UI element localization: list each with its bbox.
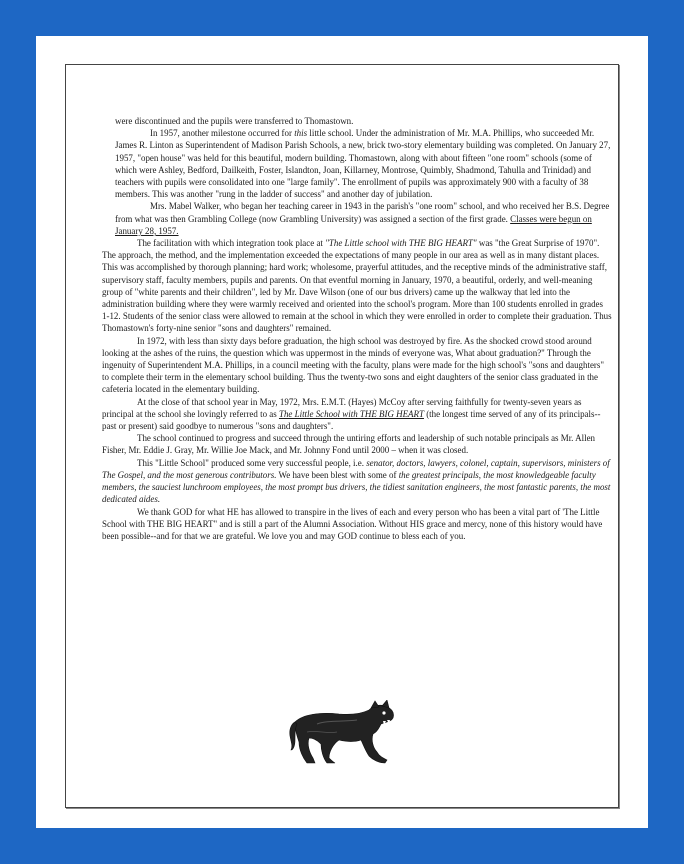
school-motto-underlined: The Little School with THE BIG HEART [278, 408, 424, 419]
school-motto: "The Little school with THE BIG HEART" [325, 238, 477, 249]
paragraph-9: We thank GOD for what HE has allowed to transpire in the lives of each and every person who has been a vital part of 'The Little School with THE BIG HEART" and is still a part of the Alumni Association. Without HIS grace and mercy, none of this history would have been possible--and for that we are grateful. We love you and may GOD continue to bless each of you. [102, 506, 603, 541]
classes-begun-date: Classes were begun on January 28, 1957. [115, 213, 592, 236]
paragraph-2: In 1957, another milestone occurred for this little school. Under the administration of Mr. M.A. Phillips, who succeeded Mr. James R. Linton as Superintendent of Madison Parish Schools, a new, brick two-story elementary building was completed. On January 27, 1957, "open house" was held for this beautiful, modern building. Thomastown, along with about fifteen "one room" schools (some of which were Ashley, Bedford, Dailkeith, Foster, Islandton, Joan, Killarney, Montrose, Quimbly, Shadmond, Tahulla and Trinidad) and teachers with pupils were consolidated into one "large family". The enrollment of pupils was approximately 900 with a faculty of 38 members. This was another "rung in the ladder of success" and another day of jubilation. [115, 128, 611, 200]
paragraph-6: At the close of that school year in May, 1972, Mrs. E.M.T. (Hayes) McCoy after serving faithfully for twenty-seven years as principal at the school she lovingly referred to as The Little School with THE BIG HEART (the longest time served of any of its principals--past or present) said goodbye to numerous "sons and daughters". [102, 396, 601, 432]
paragraph-1: were discontinued and the pupils were transferred to Thomastown. [115, 116, 354, 126]
paragraph-7: The school continued to progress and succeed through the untiring efforts and leadership of such notable principals as Mr. Allen Fisher, Mr. Eddie J. Gray, Mr. Willie Joe Mack, and Mr. Johnny Fond until 2000 – when it was closed. [102, 433, 596, 456]
document-body [102, 115, 612, 542]
document-page [36, 36, 648, 828]
paragraph-8: This "Little School" produced some very successful people, i.e. senator, doctors, lawyers, colonel, captain, supervisors, ministers of The Gospel, and the most generous contributors. We have been blest with some of the greatest principals, the most knowledgeable faculty members, the sauciest lunchroom employees, the most prompt bus drivers, the tidiest sanitation engineers, the most fantastic parents, the most dedicated aides. [102, 457, 611, 505]
paragraph-4: The facilitation with which integration took place at "The Little school with THE BIG HEART" was "the Great Surprise of 1970". The approach, the method, and the implementation exceeded the expectations of many people in our area as well as in many distant places. This was accomplished by thorough planning; hard work; wholesome, prayerful attitudes, and the receptive minds of the administrative staff, supervisory staff, faculty members, pupils and parents. On that eventful morning in January, 1970, a beautiful, orderly, and well-meaning group of "white parents and their children", led by Mr. Dave Wilson (one of our bus drivers) came up the walkway that led into the administration building where they were warmly received and oriented into the school's program. More than 100 students enrolled in grades 1-12. Students of the senior class were allowed to remain at the school in which they were enrolled in order to complete their graduation. Thus Thomastown's forty-nine senior "sons and daughters" remained. [102, 238, 612, 334]
paragraph-3: Mrs. Mabel Walker, who began her teaching career in 1943 in the parish's "one room" school, and who received her B.S. Degree from what was then Grambling College (now Grambling University) was assigned a section of the first grade. Classes were begun on January 28, 1957. [115, 201, 610, 236]
panther-icon [287, 700, 399, 766]
paragraph-5: In 1972, with less than sixty days before graduation, the high school was destroyed by fire. As the shocked crowd stood around looking at the ashes of the ruins, the question which was uppermost in the minds of everyone was, What about graduation?" Through the ingenuity of Superintendent M.A. Phillips, in a council meeting with the faculty, plans were made for the high school's "sons and daughters" to complete their term in the elementary school building. Thus the twenty-two sons and eight daughters of the senior class graduated in the cafeteria located in the elementary building. [102, 335, 605, 395]
